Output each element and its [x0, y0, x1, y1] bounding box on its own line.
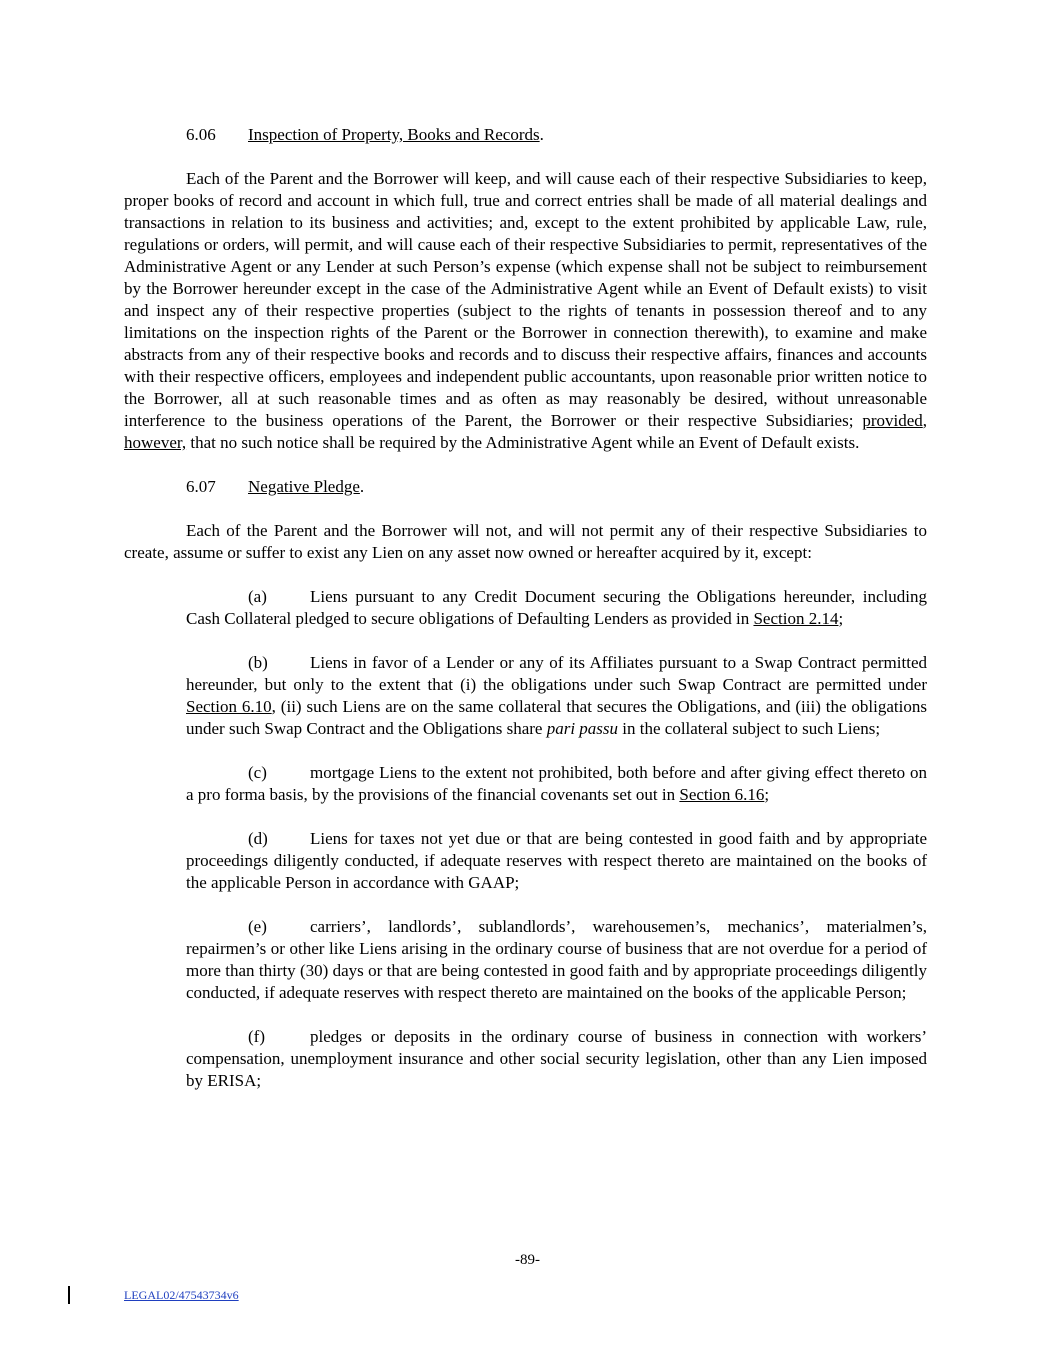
list-item-b: (b) Liens in favor of a Lender or any of its Affiliates pursuant to a Swap Contract permitted hereunder, but only to the extent that (i) the obligations under such Swap Contract are permitted under Section 6.10, (ii) such Liens are on the same collateral that secures the Obligations, and (iii) the obligations under such Swap Contract and the Obligations share pari passu in the collateral subject to such Liens; [186, 653, 927, 738]
change-bar [68, 1286, 70, 1304]
section-6-06-heading: 6.06 Inspection of Property, Books and Records. [186, 125, 544, 144]
section-reference: Section 6.16 [679, 785, 765, 804]
list-item-d: (d) Liens for taxes not yet due or that are being contested in good faith and by appropriate proceedings diligently conducted, if adequate reserves with respect thereto are maintained on the books of the applicable Person in accordance with GAAP; [186, 829, 927, 892]
section-number: 6.06 [186, 125, 216, 144]
section-6-07-body: Each of the Parent and the Borrower will not, and will not permit any of their respective Subsidiaries to create, assume or suffer to exist any Lien on any asset now owned or hereafter acquired by it, except: [124, 521, 927, 562]
section-6-06-body: Each of the Parent and the Borrower will keep, and will cause each of their respective Subsidiaries to keep, proper books of record and account in which full, true and correct entries shall be made of all material dealings and transactions in relation to its business and activities; and, except to the extent prohibited by applicable Law, rule, regulations or orders, will permit, and will cause each of their respective Subsidiaries to permit, representatives of the Administrative Agent or any Lender at such Person’s expense (which expense shall not be subject to reimbursement by the Borrower hereunder except in the case of the Administrative Agent while an Event of Default exists) to visit and inspect any of their respective properties (subject to the rights of tenants in possession thereof and to any limitations on the inspection rights of the Parent or the Borrower in connection therewith), to examine and make abstracts from any of their respective books and records and to discuss their respective affairs, finances and accounts with their respective officers, employees and independent public accountants, upon reasonable prior written notice to the Borrower, all at such reasonable times and as often as may reasonably be desired, without unreasonable interference to the business operations of the Parent, the Borrower or their respective Subsidiaries; provided, however, that no such notice shall be required by the Administrative Agent while an Event of Default exists. [124, 169, 927, 452]
list-item-f: (f) pledges or deposits in the ordinary course of business in connection with workers’ compensation, unemployment insurance and other social security legislation, other than any Lien imposed by ERISA; [186, 1027, 927, 1090]
section-6-07-heading: 6.07 Negative Pledge. [186, 477, 365, 496]
section-title: Inspection of Property, Books and Records [248, 125, 540, 144]
list-item-e: (e) carriers’, landlords’, sublandlords’, warehousemen’s, mechanics’, materialmen’s, repairmen’s or other like Liens arising in the ordinary course of business that are not overdue for a period of more than thirty (30) days or that are being contested in good faith and by appropriate proceedings diligently conducted, if adequate reserves with respect thereto are maintained on the books of the applicable Person; [186, 917, 927, 1002]
section-number: 6.07 [186, 477, 216, 496]
section-reference: Section 6.10 [186, 697, 272, 716]
page-number: -89- [515, 1252, 540, 1268]
section-title: Negative Pledge [248, 477, 360, 496]
section-reference: Section 2.14 [753, 609, 839, 628]
list-item-a: (a) Liens pursuant to any Credit Document securing the Obligations hereunder, including Cash Collateral pledged to secure obligations of Defaulting Lenders as provided in Section 2.14; [186, 587, 927, 628]
document-id-link[interactable]: LEGAL02/47543734v6 [124, 1288, 239, 1302]
document-page [124, 124, 927, 1092]
list-item-c: (c) mortgage Liens to the extent not prohibited, both before and after giving effect thereto on a pro forma basis, by the provisions of the financial covenants set out in Section 6.16; [186, 763, 927, 804]
